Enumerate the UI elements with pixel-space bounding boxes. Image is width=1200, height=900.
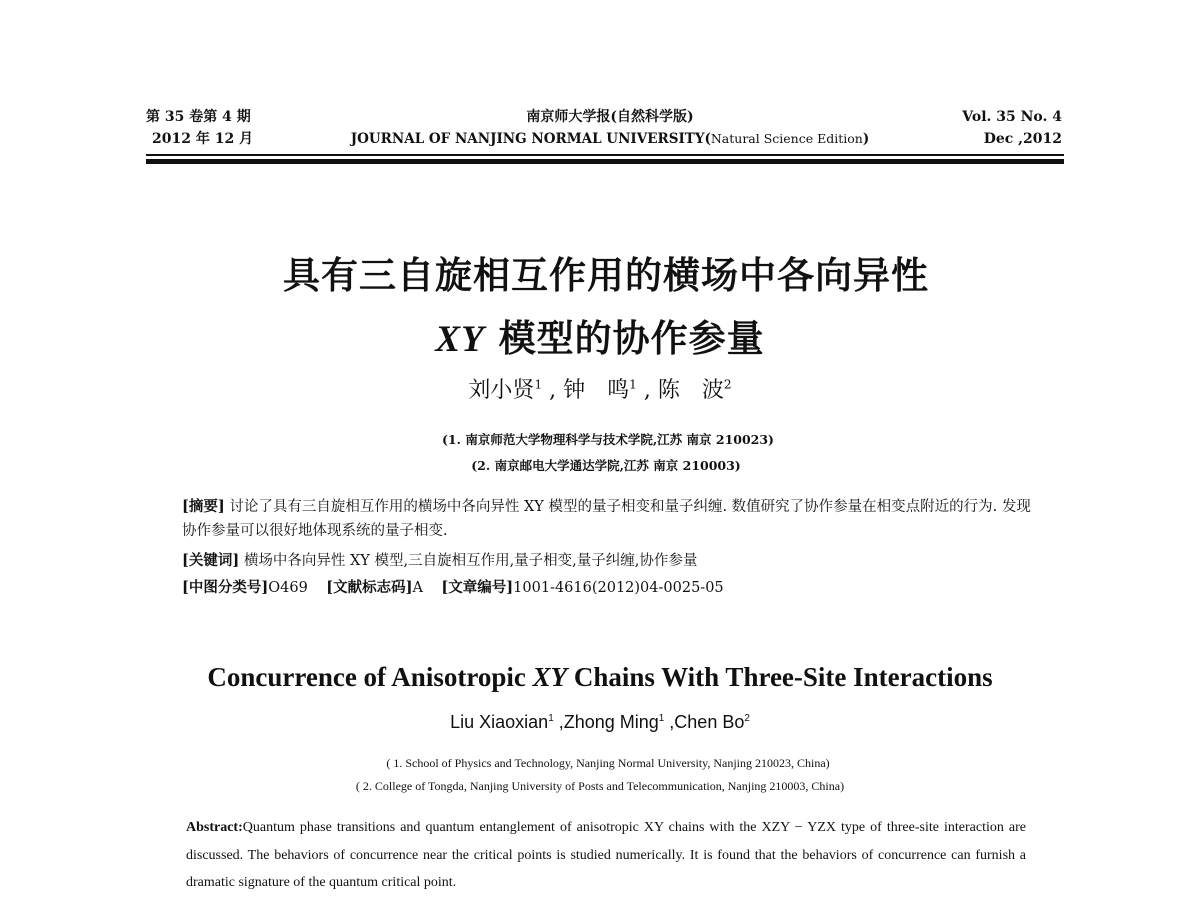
paper-title-cn-line1: 具有三自旋相互作用的横场中各向异性 [283,253,929,297]
paper-title-en: Concurrence of Anisotropic XY Chains With Three-Site Interactions [207,662,993,692]
doc-code-value: A [412,580,423,596]
authors-cn [0,373,1200,404]
header-volume-cn: 第 35 卷第 4 期 [146,109,251,125]
author-en: Zhong Ming$^1$ , [563,712,675,732]
header-vol-no: Vol. 35 No. 4 [962,109,1062,125]
header-journal-name [300,106,920,150]
keywords-cn [182,549,1042,573]
abstract-en-label: Abstract: [186,820,243,835]
abstract-en-text: Quantum phase transitions and quantum entanglement of anisotropic XY chains with the XZY − YZX type of three-site interaction are discussed. The behaviors of concurrence near the critical points is studied numerically. It is found that the behaviors of concurrence can furnish a dramatic signature of the quantum critical point. [186,820,1026,890]
keywords-cn-label: [关键词] [182,552,240,569]
affiliation-cn-2: (2. 南京邮电大学通达学院,江苏 南京 210003) [471,458,741,473]
header-date-cn: 2012 年 12 月 [152,131,254,147]
author-en: Liu Xiaoxian$^1$ , [450,712,564,732]
author-cn: 钟 鸣$^1$ , [563,377,651,403]
abstract-cn [182,495,1042,543]
abstract-en [186,814,1026,897]
author-cn: 刘小贤$^1$ , [468,377,557,403]
classification-line [182,576,1042,600]
header-rule-thick [146,159,1064,164]
author-cn: 陈 波$^2$ [657,377,732,403]
paper-title-cn-line2: XY 模型的协作参量 [435,316,765,360]
abstract-cn-label: [摘要] [182,498,225,515]
authors-en [0,712,1200,733]
header-rule-thin [146,154,1064,156]
journal-name-cn: 南京师大学报(自然科学版) [526,109,694,125]
affiliation-en-1: ( 1. School of Physics and Technology, Nanjing Normal University, Nanjing 210023, China) [386,756,830,770]
abstract-cn-text: 讨论了具有三自旋相互作用的横场中各向异性 XY 模型的量子相变和量子纠缠. 数值研究了协作参量在相变点附近的行为. 发现协作参量可以很好地体现系统的量子相变. [182,499,1031,539]
header-date-en: Dec ,2012 [983,131,1062,147]
affiliation-en-2: ( 2. College of Tongda, Nanjing University of Posts and Telecommunication, Nanjing 210003, China) [355,779,845,793]
clc-value: O469 [268,580,308,596]
author-en: Chen Bo$^2$ [674,712,750,732]
keywords-cn-text: 横场中各向异性 XY 模型,三自旋相互作用,量子相变,量子纠缠,协作参量 [239,553,698,569]
doc-code-label: [文献标志码] [326,579,413,596]
journal-name-en: JOURNAL OF NANJING NORMAL UNIVERSITY(Natural Science Edition) [350,131,870,147]
affiliation-cn-1: (1. 南京师范大学物理科学与技术学院,江苏 南京 210023) [442,432,774,447]
article-no-label: [文章编号] [441,579,514,596]
article-no-value: 1001-4616(2012)04-0025-05 [513,580,724,596]
header-volume-en [962,106,1062,150]
clc-label: [中图分类号] [182,579,269,596]
header-volume-issue [146,106,253,150]
